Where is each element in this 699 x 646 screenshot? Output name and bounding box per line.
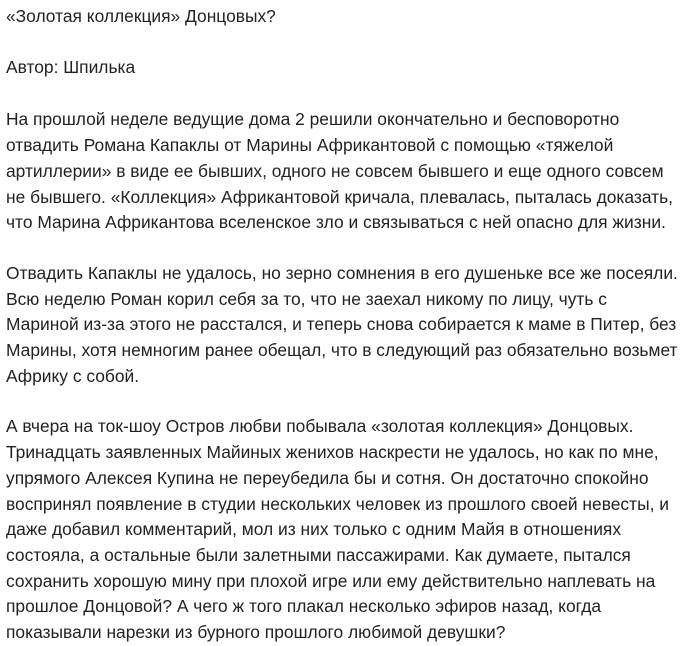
article-paragraph: А вчера на ток-шоу Остров любви побывала «золотая коллекция» Донцовых. Тринадцать заявленных Майиных женихов наскрести не удалось, но как по мне, упрямого Алексея Купина не переубедила бы и сотня. Он достаточно спокойно воспринял появление в студии нескольких человек из прошлого своей невесты, и даже добавил комментарий, мол из них только с одним Майя в отношениях состояла, а остальные были залетными пассажирами. Как думаете, пытался сохранить хорошую мину при плохой игре или ему действительно наплевать на прошлое Донцовой? А чего ж того плакал несколько эфиров назад, когда показывали нарезки из бурного прошлого любимой девушки? — [6, 416, 669, 643]
article-title: «Золотая коллекция» Донцовых? — [6, 6, 276, 26]
article-paragraph: На прошлой неделе ведущие дома 2 решили окончательно и бесповоротно отвадить Романа Капаклы от Марины Африкантовой с помощью «тяжелой артиллерии» в виде ее бывших, одного не совсем бывшего и еще одного совсем не бывшего. «Коллекция» Африкантовой кричала, плевалась, пыталась доказать, что Марина Африкантова вселенское зло и связываться с ней опасно для жизни. — [6, 109, 674, 233]
article-author: Автор: Шпилька — [6, 56, 136, 77]
article-paragraph: Отвадить Капаклы не удалось, но зерно сомнения в его душеньке все же посеяли. Всю неделю Роман корил себя за то, что не заехал никому по лицу, чуть с Мариной из-за этого не расстался, и теперь снова собирается к маме в Питер, без Марины, хотя немногим ранее обещал, что в следующий раз обязательно возьмет Африку с собой. — [6, 262, 678, 386]
article — [6, 0, 696, 646]
